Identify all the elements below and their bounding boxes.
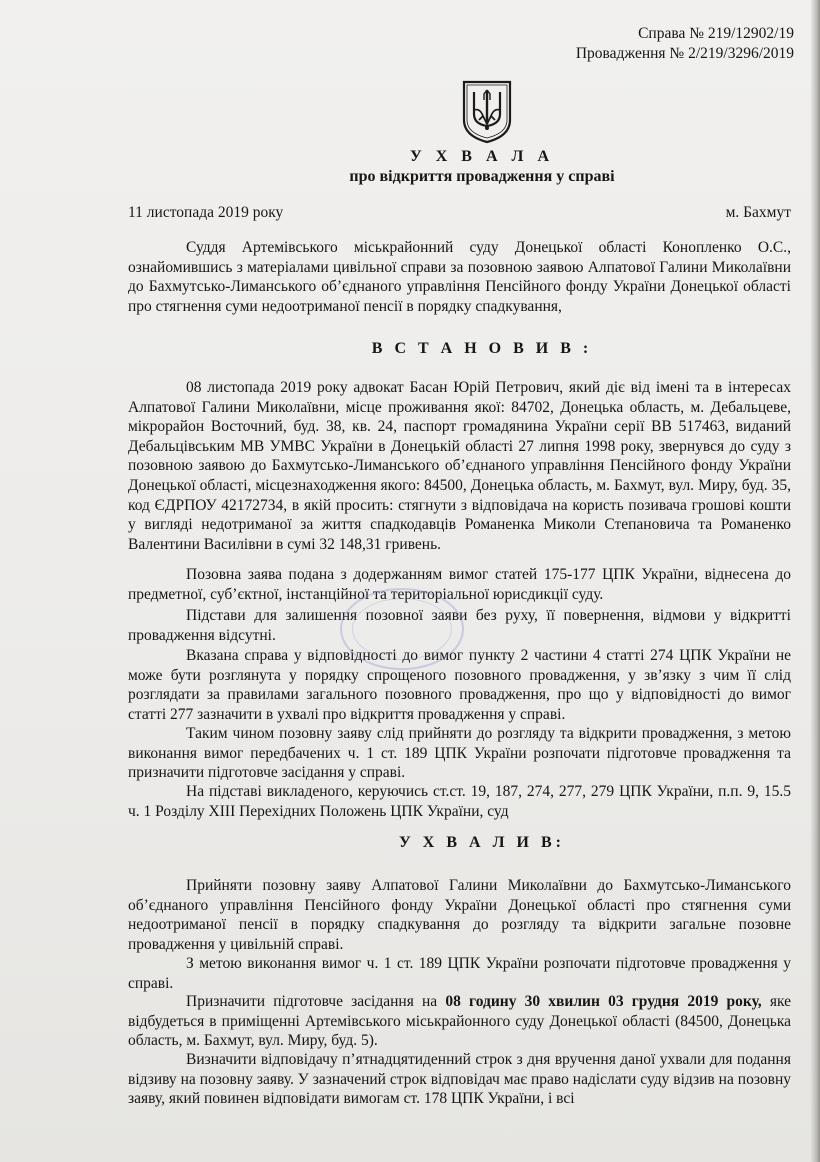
ruled-paragraph-3 xyxy=(128,992,791,1051)
document-city: м. Бахмут xyxy=(725,204,791,221)
ruled-paragraph-2: З метою виконання вимог ч. 1 ст. 189 ЦПК України розпочати підготовче провадження у справі. xyxy=(128,955,791,992)
case-reference xyxy=(576,24,794,64)
page-edge-shadow xyxy=(810,0,820,1162)
hearing-datetime: 08 годину 30 хвилин 03 грудня 2019 року, xyxy=(445,993,762,1010)
established-paragraph-4: Вказана справа у відповідності до вимог пункту 2 частини 4 статті 274 ЦПК України не може бути розглянута у порядку спрощеного позовного провадження, у зв’язку з чим її слід розглядати за правилами загального позовного провадження, про що у відповідності до вимог статті 277 зазначити в ухвалі про відкриття провадження у справі. xyxy=(128,647,791,723)
date-city-row xyxy=(128,204,791,222)
proceeding-number: Провадження № 2/219/3296/2019 xyxy=(575,45,794,62)
established-paragraph-3: Підстави для залишення позовної заяви без руху, її повернення, відмови у відкритті провадження відсутні. xyxy=(128,607,791,644)
hearing-suffix: яке відбудеться в приміщенні Артемівського міськрайонного суду Донецької області (84500, Донецька область, м. Бахмут, вул. Миру, буд. 5). xyxy=(128,993,792,1050)
hearing-prefix: Призначити підготовче засідання на xyxy=(186,993,446,1010)
ruled-paragraph-4: Визначити відповідачу п’ятнадцятиденний строк з дня вручення даної ухвали для подання відзиву на позовну заяву. У зазначений строк відповідач має право надіслати суду відзив на позовну заяву, який повинен відповідати вимогам ст. 178 ЦПК України, і всі xyxy=(128,1051,791,1108)
document-subtitle: про відкриття провадження у справі xyxy=(349,168,615,185)
document-title: У Х В А Л А xyxy=(410,148,554,165)
case-number: Справа № 219/12902/19 xyxy=(638,25,794,42)
established-paragraph-6: На підставі викладеного, керуючись ст.ст. 19, 187, 274, 277, 279 ЦПК України, п.п. 9, 15.5 ч. 1 Розділу XIII Перехідних Положень ЦПК України, суд xyxy=(128,783,791,820)
ruled-paragraph-1: Прийняти позовну заяву Алпатової Галини Миколаївни до Бахмутсько-Лиманського об’єднаного управління Пенсійного фонду України Донецької області про стягнення суми недоотриманої пенсії в порядку спадкування до розгляду та відкрити загальне позовне провадження у цивільній справі. xyxy=(128,877,791,953)
established-paragraph-1: 08 листопада 2019 року адвокат Басан Юрій Петрович, який діє від імені та в інтересах Алпатової Галини Миколаївни, місце проживання якої: 84702, Донецька область, м. Дебальцеве, мікрорайон Восточний, буд. 38, кв. 24, паспорт громадянина України серії ВВ 517463, виданий Дебальцівським МВ УМВС України в Донецькій області 27 липня 1998 року, звернувся до суду з позовною заявою до Бахмутсько-Лиманського об’єднаного управління Пенсійного фонду України Донецької області, місцезнаходження якого: 84500, Донецька область, м. Бахмут, вул. Миру, буд. 35, код ЄДРПОУ 42172734, в якій просить: стягнути з відповідача на користь позивача грошові кошти у вигляді недотриманої за життя спадкодавців Романенка Миколи Степановича та Романенко Валентини Василівни в сумі 32 148,31 гривень. xyxy=(128,379,791,553)
established-paragraph-5: Таким чином позовну заяву слід прийняти до розгляду та відкрити провадження, з метою виконання вимог передбачених ч. 1 ст. 189 ЦПК України розпочати підготовче провадження та призначити підготовче засідання у справі. xyxy=(128,725,791,782)
document-date: 11 листопада 2019 року xyxy=(128,204,284,221)
court-stamp xyxy=(340,588,464,670)
ruled-heading: У Х В А Л И В: xyxy=(399,834,565,851)
coat-of-arms-icon xyxy=(461,80,513,144)
established-heading: В С Т А Н О В И В : xyxy=(371,340,593,357)
established-paragraph-2: Позовна заява подана з додержанням вимог статей 175-177 ЦПК України, віднесена до предметної, суб’єктної, інстанційної та територіальної юрисдикції суду. xyxy=(128,566,791,603)
intro-paragraph: Суддя Артемівського міськрайонний суду Донецької області Конопленко О.С., ознайомившись з матеріалами цивільної справи за позовною заявою Алпатової Галини Миколаївни до Бахмутсько-Лиманського об’єднаного управління Пенсійного фонду України Донецької області про стягнення суми недоотриманої пенсії в порядку спадкування, xyxy=(128,239,791,315)
